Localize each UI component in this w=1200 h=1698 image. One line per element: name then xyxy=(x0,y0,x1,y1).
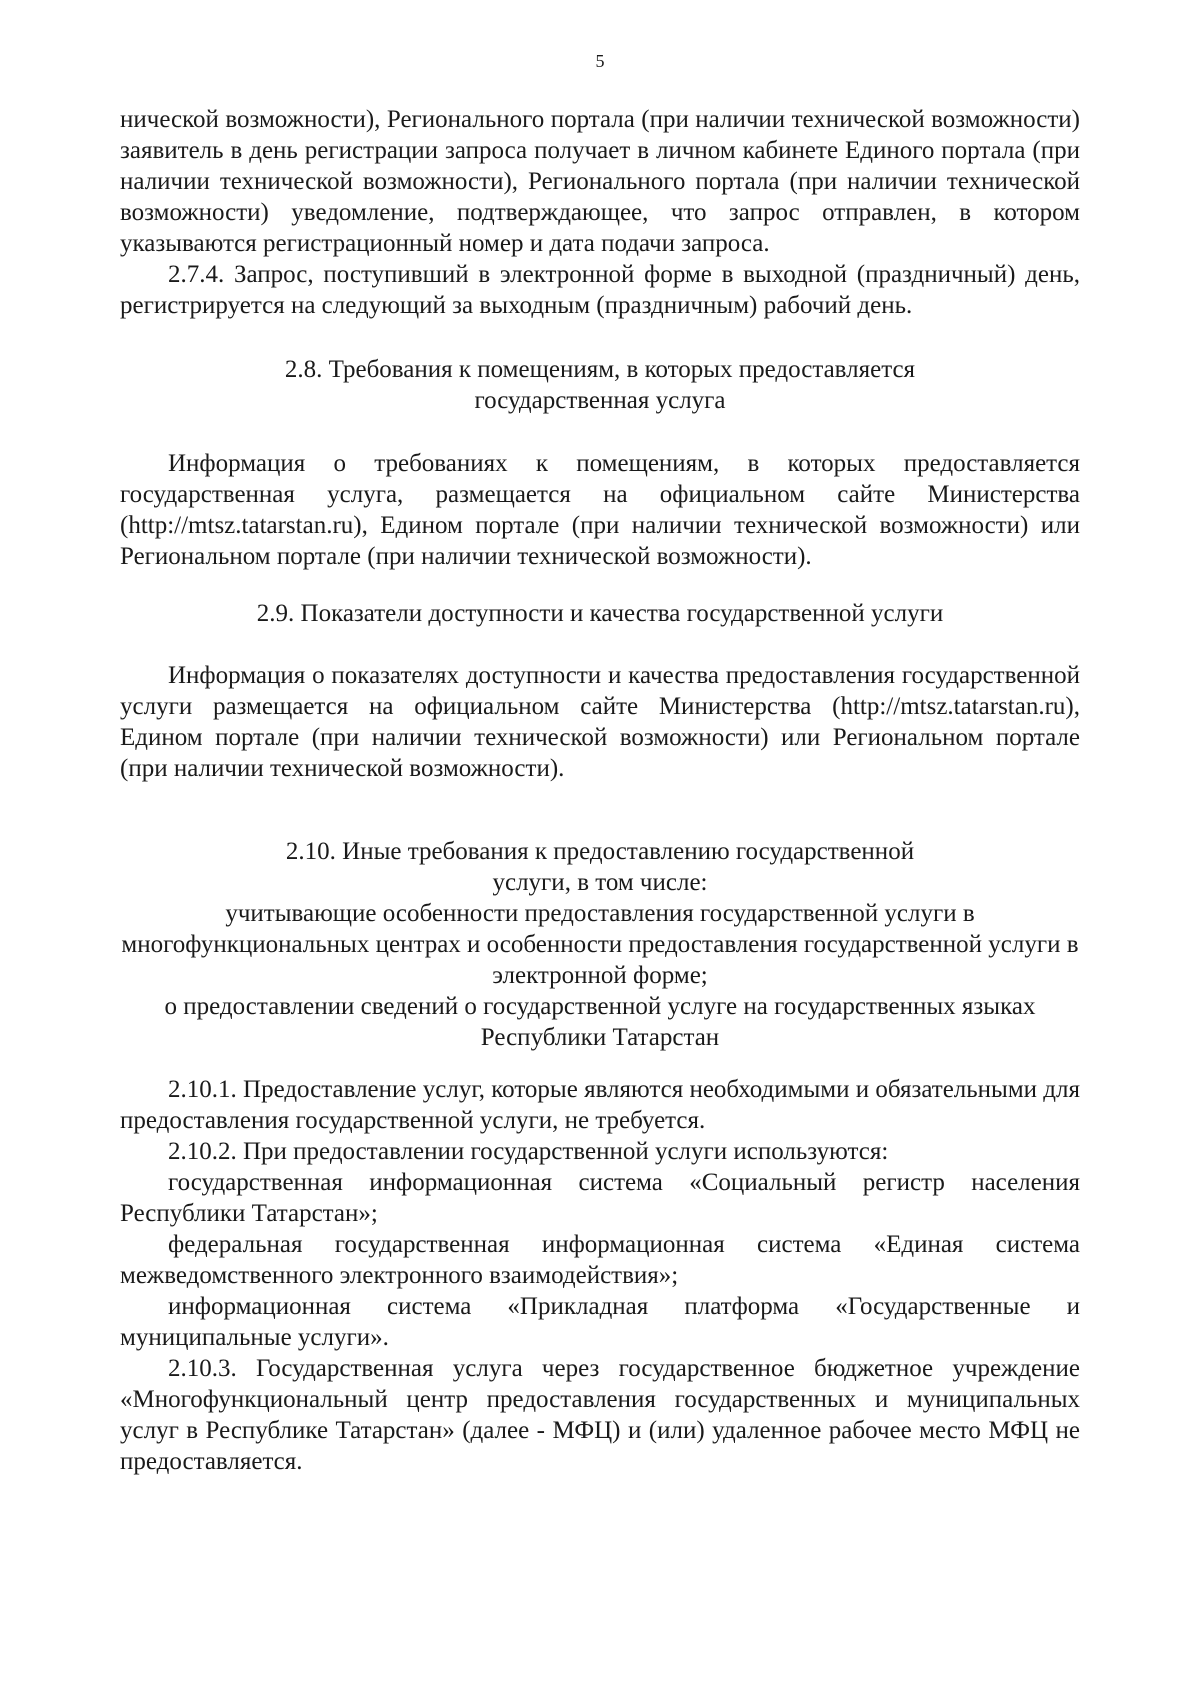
paragraph-2-10-3: 2.10.3. Государственная услуга через государственное бюджетное учреждение «Многофункциональный центр предоставления государственных и муниципальных услуг в Республике Татарстан» (далее - МФЦ) и (или) удаленное рабочее место МФЦ не предоставляется. xyxy=(120,1355,1080,1475)
section-2-8-body xyxy=(120,448,1080,572)
paragraph-2-10-2: 2.10.2. При предоставлении государственной услуги используются: xyxy=(168,1138,889,1165)
list-item: федеральная государственная информационная система «Единая система межведомственного электронного взаимодействия»; xyxy=(120,1231,1080,1289)
section-2-8-heading xyxy=(120,354,1080,416)
list-item: информационная система «Прикладная платформа «Государственные и муниципальные услуги». xyxy=(120,1293,1080,1351)
section-2-10-body xyxy=(120,1074,1080,1477)
paragraph-2-9: Информация о показателях доступности и качества предоставления государственной услуги размещается на официальном сайте Министерства (http://mtsz.tatarstan.ru), Едином портале (при наличии технической возможности) или Региональном портале (при наличии технической возможности). xyxy=(120,662,1080,782)
paragraph-2-8: Информация о требованиях к помещениям, в которых предоставляется государственная услуга, размещается на официальном сайте Министерства (http://mtsz.tatarstan.ru), Едином портале (при наличии технической возможности) или Региональном портале (при наличии технической возможности). xyxy=(120,450,1080,570)
heading-2-8-line2: государственная услуга xyxy=(474,387,726,414)
section-2-9-heading xyxy=(120,598,1080,629)
paragraph-2-10-1: 2.10.1. Предоставление услуг, которые являются необходимыми и обязательными для предоставления государственной услуги, не требуется. xyxy=(120,1076,1080,1134)
page-number: 5 xyxy=(595,51,605,71)
paragraph-2-7-4: 2.7.4. Запрос, поступивший в электронной форме в выходной (праздничный) день, регистрируется на следующий за выходным (праздничным) рабочий день. xyxy=(120,261,1080,319)
list-item: государственная информационная система «Социальный регистр населения Республики Татарстан»; xyxy=(120,1169,1080,1227)
section-2-9-body xyxy=(120,660,1080,784)
heading-2-10-line3: учитывающие особенности предоставления государственной услуги в многофункциональных центрах и особенности предоставления государственной услуги в электронной форме; xyxy=(121,900,1079,989)
heading-2-10-line4: о предоставлении сведений о государственной услуге на государственных языках Республики Татарстан xyxy=(164,993,1036,1051)
continuation-paragraph: нической возможности), Регионального портала (при наличии технической возможности) заявитель в день регистрации запроса получает в личном кабинете Единого портала (при наличии технической возможности), Регионального портала (при наличии технической возможности) уведомление, подтверждающее, что запрос отправлен, в котором указываются регистрационный номер и дата подачи запроса. xyxy=(120,106,1080,257)
heading-2-10-line2: услуги, в том числе: xyxy=(492,869,708,896)
heading-2-9: 2.9. Показатели доступности и качества государственной услуги xyxy=(256,600,944,627)
top-text xyxy=(120,104,1080,321)
section-2-10-heading xyxy=(120,836,1080,1053)
heading-2-8-line1: 2.8. Требования к помещениям, в которых предоставляется xyxy=(284,356,916,383)
heading-2-10-line1: 2.10. Иные требования к предоставлению государственной xyxy=(285,838,915,865)
